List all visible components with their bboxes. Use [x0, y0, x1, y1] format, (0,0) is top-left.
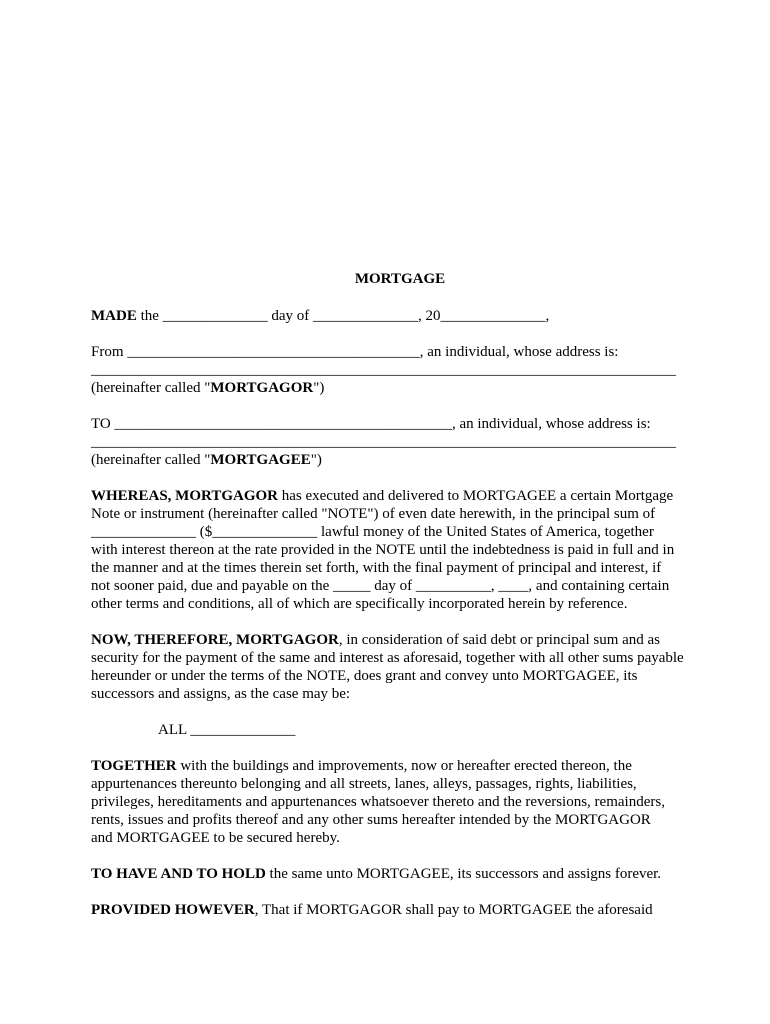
from-called-suffix: ")	[313, 380, 325, 396]
mortgagor-term: MORTGAGOR	[210, 380, 314, 396]
from-called-prefix: (hereinafter called "	[91, 380, 211, 396]
from-clause	[91, 343, 691, 397]
now-therefore-clause	[91, 631, 691, 703]
whereas-line: Note or instrument (hereinafter called "NOTE") of even date herewith, in the principal sum of	[91, 506, 656, 522]
whereas-line: has executed and delivered to MORTGAGEE a certain Mortgage	[278, 488, 674, 504]
together-line: rents, issues and profits thereof and any other sums hereafter intended by the MORTGAGOR	[91, 812, 651, 828]
all-line: ALL ______________	[158, 722, 296, 738]
whereas-clause	[91, 487, 691, 613]
together-line: privileges, hereditaments and appurtenances whatsoever thereto and the reversions, remainders,	[91, 794, 665, 810]
document-body	[91, 270, 691, 937]
together-label: TOGETHER	[91, 758, 177, 774]
to-line: TO _____________________________________________, an individual, whose address is:	[91, 416, 651, 432]
together-line: and MORTGAGEE to be secured hereby.	[91, 830, 340, 846]
to-called-suffix: ")	[310, 452, 322, 468]
provided-clause	[91, 901, 691, 919]
from-line: From _______________________________________, an individual, whose address is:	[91, 344, 619, 360]
now-therefore-line: successors and assigns, as the case may be:	[91, 686, 351, 702]
whereas-line: other terms and conditions, all of which are specifically incorporated herein by reference.	[91, 596, 628, 612]
from-address-line: ______________________________________________________________________________	[91, 362, 676, 378]
made-clause	[91, 307, 691, 325]
whereas-line: ______________ ($______________ lawful money of the United States of America, together	[91, 524, 654, 540]
document-title: MORTGAGE	[354, 271, 446, 287]
to-called-prefix: (hereinafter called "	[91, 452, 211, 468]
to-have-text: the same unto MORTGAGEE, its successors and assigns forever.	[265, 866, 662, 882]
together-line: appurtenances thereunto belonging and all streets, lanes, alleys, passages, rights, liabilities,	[91, 776, 637, 792]
mortgagee-term: MORTGAGEE	[210, 452, 311, 468]
now-therefore-line: hereunder or under the terms of the NOTE, does grant and convey unto MORTGAGEE, its	[91, 668, 638, 684]
provided-label: PROVIDED HOWEVER	[91, 902, 255, 918]
together-line: with the buildings and improvements, now or hereafter erected thereon, the	[176, 758, 632, 774]
provided-text: , That if MORTGAGOR shall pay to MORTGAGEE the aforesaid	[254, 902, 653, 918]
made-text: the ______________ day of ______________, 20______________,	[136, 308, 550, 324]
to-have-clause	[91, 865, 691, 883]
to-have-label: TO HAVE AND TO HOLD	[91, 866, 266, 882]
whereas-line: not sooner paid, due and payable on the _____ day of __________, ____, and containing certain	[91, 578, 670, 594]
whereas-line: with interest thereon at the rate provided in the NOTE until the indebtedness is paid in full and in	[91, 542, 675, 558]
whereas-label: WHEREAS, MORTGAGOR	[91, 488, 278, 504]
now-therefore-label: NOW, THEREFORE, MORTGAGOR	[91, 632, 339, 648]
whereas-line: the manner and at the times therein set forth, with the final payment of principal and interest, if	[91, 560, 662, 576]
made-label: MADE	[91, 308, 137, 324]
together-clause	[91, 757, 691, 847]
to-clause	[91, 415, 691, 469]
now-therefore-line: , in consideration of said debt or principal sum and as	[338, 632, 661, 648]
now-therefore-line: security for the payment of the same and interest as aforesaid, together with all other sums payable	[91, 650, 684, 666]
to-address-line: ______________________________________________________________________________	[91, 434, 676, 450]
all-clause	[91, 721, 691, 739]
